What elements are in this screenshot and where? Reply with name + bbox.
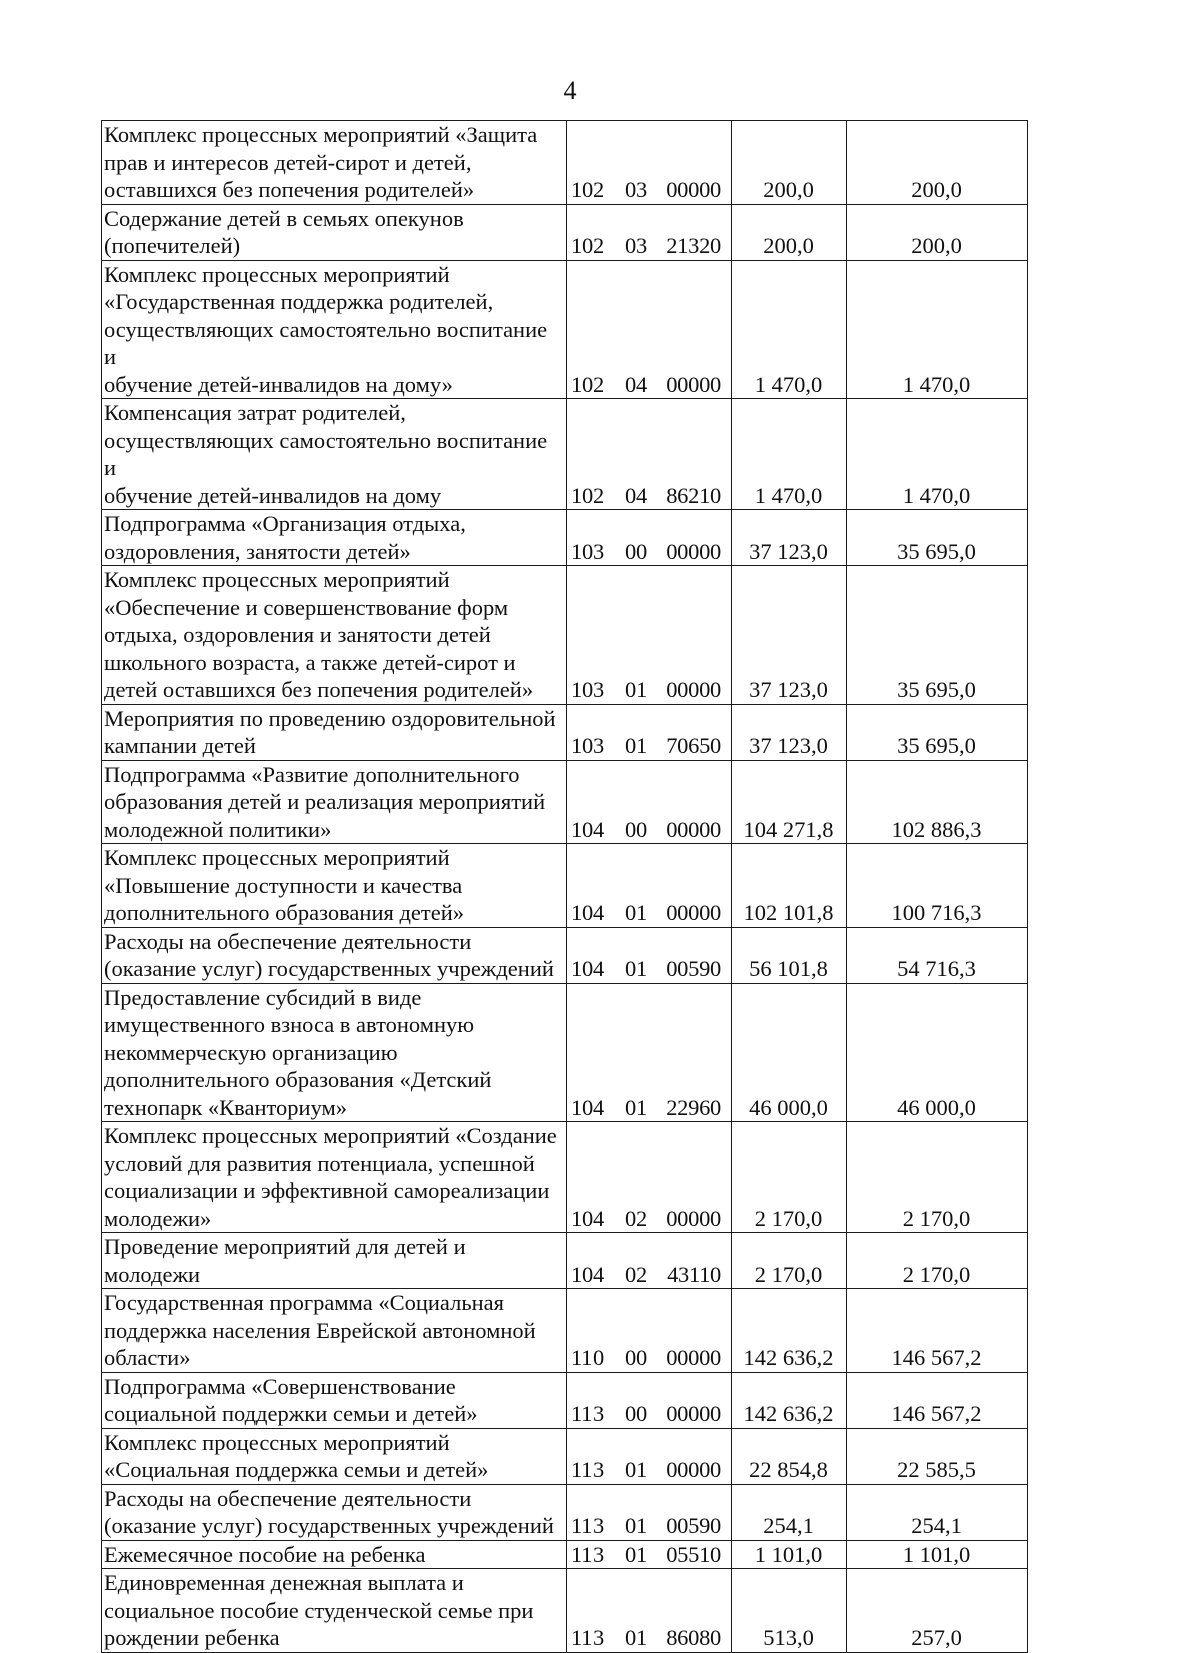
row-name-line: оставшихся без попечения родителей» xyxy=(104,177,475,202)
row-code-cell xyxy=(567,1569,732,1653)
table-row xyxy=(102,566,1028,705)
row-name-line: Ежемесячное пособие на ребенка xyxy=(104,1541,426,1567)
row-name-line: Комплекс процессных мероприятий xyxy=(104,845,450,870)
code-direction: 00000 xyxy=(666,1457,721,1482)
row-amount-year-1: 200,0 xyxy=(732,121,847,205)
row-name-line: некоммерческую организацию xyxy=(104,1039,398,1065)
row-amount-year-1: 254,1 xyxy=(732,1484,847,1540)
code-main-event: 04 xyxy=(625,482,647,508)
table-row xyxy=(102,1289,1028,1373)
row-name-line: осуществляющих самостоятельно воспитание и xyxy=(104,316,548,369)
row-name-line: Подпрограмма «Организация отдыха, xyxy=(104,511,466,536)
code-program: 11 xyxy=(571,1513,593,1538)
row-name-line: Комплекс процессных мероприятий «Защита xyxy=(104,122,538,147)
row-code-cell xyxy=(567,1122,732,1233)
row-name-line: Комплекс процессных мероприятий xyxy=(104,261,450,287)
code-program: 10 xyxy=(571,233,593,258)
row-name-line: технопарк «Кванториум» xyxy=(104,1094,348,1120)
code-subprogram: 2 xyxy=(593,371,604,397)
code-direction: 00000 xyxy=(666,371,721,397)
row-name-cell xyxy=(102,204,567,260)
row-name-line: области» xyxy=(104,1345,191,1370)
row-code-cell xyxy=(567,1372,732,1428)
code-direction: 22960 xyxy=(666,1094,721,1120)
code-program: 10 xyxy=(571,1261,593,1287)
budget-table xyxy=(101,120,1028,1653)
code-program: 11 xyxy=(571,1541,593,1567)
code-subprogram: 3 xyxy=(593,1625,604,1650)
row-name-line: поддержка населения Еврейской автономной xyxy=(104,1317,536,1343)
code-subprogram: 4 xyxy=(593,1205,604,1231)
row-amount-year-2: 35 695,0 xyxy=(847,566,1028,705)
table-row xyxy=(102,1484,1028,1540)
code-subprogram: 3 xyxy=(593,538,604,564)
row-name-line: Мероприятия по проведению оздоровительной xyxy=(104,705,556,731)
code-main-event: 04 xyxy=(625,371,647,397)
code-main-event: 01 xyxy=(625,1625,647,1650)
row-amount-year-2: 102 886,3 xyxy=(847,760,1028,844)
row-amount-year-1: 37 123,0 xyxy=(732,566,847,705)
row-name-line: Содержание детей в семьях опекунов xyxy=(104,205,464,231)
row-code-cell xyxy=(567,844,732,928)
code-subprogram: 3 xyxy=(593,1401,604,1426)
row-name-line: (оказание услуг) государственных учреждений xyxy=(104,956,554,981)
table-row xyxy=(102,1569,1028,1653)
row-name-line: дополнительного образования детей» xyxy=(104,900,464,925)
row-amount-year-1: 102 101,8 xyxy=(732,844,847,928)
code-program: 10 xyxy=(571,677,593,702)
row-amount-year-1: 56 101,8 xyxy=(732,927,847,983)
code-direction: 70650 xyxy=(666,733,721,758)
row-name-line: Государственная программа «Социальная xyxy=(104,1290,504,1315)
code-subprogram: 4 xyxy=(593,956,604,981)
row-amount-year-2: 146 567,2 xyxy=(847,1289,1028,1373)
code-direction: 21320 xyxy=(666,233,721,258)
code-program: 10 xyxy=(571,816,593,842)
table-row xyxy=(102,510,1028,566)
row-name-line: имущественного взноса в автономную xyxy=(104,1012,475,1037)
row-name-line: Комплекс процессных мероприятий xyxy=(104,567,450,592)
row-amount-year-1: 142 636,2 xyxy=(732,1372,847,1428)
row-code-cell xyxy=(567,566,732,705)
code-main-event: 00 xyxy=(625,1345,647,1370)
code-program: 10 xyxy=(571,482,593,508)
row-name-line: образования детей и реализация мероприятий xyxy=(104,789,546,814)
row-amount-year-1: 2 170,0 xyxy=(732,1233,847,1289)
code-subprogram: 4 xyxy=(593,816,604,842)
row-name-cell xyxy=(102,1233,567,1289)
row-code-cell xyxy=(567,1233,732,1289)
row-name-line: социальное пособие студенческой семье при xyxy=(104,1597,534,1623)
row-amount-year-2: 100 716,3 xyxy=(847,844,1028,928)
code-main-event: 00 xyxy=(625,816,647,842)
code-direction: 00590 xyxy=(666,1513,721,1538)
code-program: 10 xyxy=(571,177,593,202)
code-subprogram: 0 xyxy=(593,1345,604,1370)
row-amount-year-2: 2 170,0 xyxy=(847,1122,1028,1233)
row-amount-year-2: 1 101,0 xyxy=(847,1540,1028,1569)
code-subprogram: 4 xyxy=(593,1261,604,1287)
code-main-event: 01 xyxy=(625,1541,647,1567)
code-subprogram: 2 xyxy=(593,233,604,258)
row-amount-year-1: 2 170,0 xyxy=(732,1122,847,1233)
row-name-cell xyxy=(102,1484,567,1540)
row-name-cell xyxy=(102,260,567,399)
code-program: 11 xyxy=(571,1457,593,1482)
row-code-cell xyxy=(567,983,732,1122)
code-main-event: 01 xyxy=(625,900,647,925)
code-main-event: 02 xyxy=(625,1261,647,1287)
row-amount-year-2: 2 170,0 xyxy=(847,1233,1028,1289)
row-name-line: кампании детей xyxy=(104,733,256,758)
row-name-cell xyxy=(102,1122,567,1233)
row-code-cell xyxy=(567,927,732,983)
table-row xyxy=(102,260,1028,399)
code-direction: 00000 xyxy=(666,538,721,564)
row-amount-year-1: 1 470,0 xyxy=(732,260,847,399)
code-main-event: 01 xyxy=(625,956,647,981)
row-name-line: молодежи» xyxy=(104,1205,212,1231)
row-name-line: Комплекс процессных мероприятий «Создание xyxy=(104,1123,557,1148)
code-subprogram: 2 xyxy=(593,177,604,202)
row-name-cell xyxy=(102,510,567,566)
code-subprogram: 2 xyxy=(593,482,604,508)
row-amount-year-2: 46 000,0 xyxy=(847,983,1028,1122)
code-subprogram: 3 xyxy=(593,677,604,702)
code-subprogram: 3 xyxy=(593,1513,604,1538)
row-name-line: оздоровления, занятости детей» xyxy=(104,538,411,564)
code-direction: 00000 xyxy=(666,900,721,925)
code-program: 11 xyxy=(571,1625,593,1650)
row-name-line: Подпрограмма «Развитие дополнительного xyxy=(104,761,520,787)
row-amount-year-2: 35 695,0 xyxy=(847,704,1028,760)
row-amount-year-1: 22 854,8 xyxy=(732,1428,847,1484)
code-direction: 00000 xyxy=(666,816,721,842)
row-name-line: обучение детей-инвалидов на дому xyxy=(104,482,442,508)
code-main-event: 01 xyxy=(625,1457,647,1482)
row-name-line: обучение детей-инвалидов на дому» xyxy=(104,371,453,397)
code-program: 10 xyxy=(571,1205,593,1231)
code-direction: 05510 xyxy=(666,1541,721,1567)
row-code-cell xyxy=(567,260,732,399)
code-program: 11 xyxy=(571,1401,593,1426)
row-name-line: детей оставшихся без попечения родителей» xyxy=(104,677,534,702)
row-name-line: Предоставление субсидий в виде xyxy=(104,984,422,1010)
code-main-event: 03 xyxy=(625,233,647,258)
code-main-event: 00 xyxy=(625,538,647,564)
row-amount-year-1: 37 123,0 xyxy=(732,510,847,566)
code-direction: 00000 xyxy=(666,1205,721,1231)
row-name-line: отдыха, оздоровления и занятости детей xyxy=(104,622,491,647)
row-name-cell xyxy=(102,704,567,760)
table-row xyxy=(102,204,1028,260)
budget-table-body xyxy=(102,121,1028,1653)
row-name-line: прав и интересов детей-сирот и детей, xyxy=(104,149,472,175)
code-direction: 00000 xyxy=(666,677,721,702)
code-program: 10 xyxy=(571,1094,593,1120)
row-name-cell xyxy=(102,1372,567,1428)
row-name-cell xyxy=(102,927,567,983)
row-name-line: «Обеспечение и совершенствование форм xyxy=(104,594,509,620)
code-subprogram: 3 xyxy=(593,1457,604,1482)
code-main-event: 02 xyxy=(625,1205,647,1231)
row-name-line: Расходы на обеспечение деятельности xyxy=(104,1485,472,1511)
row-name-line: дополнительного образования «Детский xyxy=(104,1067,492,1092)
table-row xyxy=(102,927,1028,983)
row-name-line: социализации и эффективной самореализации xyxy=(104,1178,550,1203)
code-direction: 86080 xyxy=(666,1625,721,1650)
code-main-event: 01 xyxy=(625,1513,647,1538)
row-name-line: Подпрограмма «Совершенствование xyxy=(104,1373,456,1399)
row-name-line: Комплекс процессных мероприятий xyxy=(104,1429,450,1455)
row-amount-year-2: 1 470,0 xyxy=(847,260,1028,399)
row-name-line: рождении ребенка xyxy=(104,1625,280,1650)
table-row xyxy=(102,844,1028,928)
row-name-line: условий для развития потенциала, успешной xyxy=(104,1150,535,1176)
code-program: 10 xyxy=(571,371,593,397)
table-row xyxy=(102,1122,1028,1233)
code-program: 10 xyxy=(571,733,593,758)
code-direction: 00000 xyxy=(666,1401,721,1426)
code-direction: 00000 xyxy=(666,177,721,202)
row-code-cell xyxy=(567,204,732,260)
row-code-cell xyxy=(567,121,732,205)
row-name-cell xyxy=(102,1540,567,1569)
row-name-cell xyxy=(102,844,567,928)
row-name-line: молодежной политики» xyxy=(104,816,332,842)
row-name-line: школьного возраста, а также детей-сирот и xyxy=(104,649,516,675)
row-name-line: «Повышение доступности и качества xyxy=(104,872,463,898)
row-amount-year-2: 200,0 xyxy=(847,121,1028,205)
row-amount-year-2: 54 716,3 xyxy=(847,927,1028,983)
table-row xyxy=(102,1233,1028,1289)
row-amount-year-1: 142 636,2 xyxy=(732,1289,847,1373)
code-subprogram: 4 xyxy=(593,900,604,925)
row-amount-year-1: 1 470,0 xyxy=(732,399,847,510)
row-name-line: Компенсация затрат родителей, xyxy=(104,400,406,425)
table-row xyxy=(102,760,1028,844)
row-amount-year-2: 200,0 xyxy=(847,204,1028,260)
table-row xyxy=(102,704,1028,760)
row-amount-year-1: 104 271,8 xyxy=(732,760,847,844)
table-row xyxy=(102,1540,1028,1569)
code-subprogram: 3 xyxy=(593,733,604,758)
row-amount-year-2: 257,0 xyxy=(847,1569,1028,1653)
row-code-cell xyxy=(567,1428,732,1484)
code-main-event: 00 xyxy=(625,1401,647,1426)
code-program: 11 xyxy=(571,1345,593,1370)
code-program: 10 xyxy=(571,538,593,564)
row-code-cell xyxy=(567,510,732,566)
row-name-cell xyxy=(102,983,567,1122)
row-code-cell xyxy=(567,760,732,844)
row-code-cell xyxy=(567,399,732,510)
row-amount-year-2: 22 585,5 xyxy=(847,1428,1028,1484)
row-code-cell xyxy=(567,1540,732,1569)
page-number: 4 xyxy=(563,76,577,105)
code-main-event: 01 xyxy=(625,1094,647,1120)
row-name-line: осуществляющих самостоятельно воспитание и xyxy=(104,427,548,480)
code-direction: 43110 xyxy=(667,1261,721,1287)
row-name-line: Проведение мероприятий для детей и молодежи xyxy=(104,1234,466,1287)
code-subprogram: 4 xyxy=(593,1094,604,1120)
row-amount-year-2: 35 695,0 xyxy=(847,510,1028,566)
row-amount-year-1: 37 123,0 xyxy=(732,704,847,760)
row-amount-year-1: 200,0 xyxy=(732,204,847,260)
row-amount-year-2: 146 567,2 xyxy=(847,1372,1028,1428)
row-name-line: «Государственная поддержка родителей, xyxy=(104,289,494,314)
row-code-cell xyxy=(567,704,732,760)
code-program: 10 xyxy=(571,900,593,925)
table-row xyxy=(102,399,1028,510)
code-program: 10 xyxy=(571,956,593,981)
row-code-cell xyxy=(567,1484,732,1540)
row-name-line: социальной поддержки семьи и детей» xyxy=(104,1401,478,1426)
code-main-event: 01 xyxy=(625,733,647,758)
row-amount-year-1: 1 101,0 xyxy=(732,1540,847,1569)
row-name-cell xyxy=(102,1289,567,1373)
code-main-event: 01 xyxy=(625,677,647,702)
row-name-line: (попечителей) xyxy=(104,233,241,258)
row-amount-year-2: 254,1 xyxy=(847,1484,1028,1540)
table-row xyxy=(102,121,1028,205)
row-name-line: (оказание услуг) государственных учреждений xyxy=(104,1513,554,1538)
row-amount-year-1: 46 000,0 xyxy=(732,983,847,1122)
row-code-cell xyxy=(567,1289,732,1373)
row-name-cell xyxy=(102,121,567,205)
code-direction: 00000 xyxy=(666,1345,721,1370)
code-direction: 86210 xyxy=(666,482,721,508)
table-row xyxy=(102,1428,1028,1484)
row-amount-year-2: 1 470,0 xyxy=(847,399,1028,510)
table-row xyxy=(102,983,1028,1122)
code-main-event: 03 xyxy=(625,177,647,202)
row-name-cell xyxy=(102,1428,567,1484)
row-name-line: «Социальная поддержка семьи и детей» xyxy=(104,1457,489,1482)
code-direction: 00590 xyxy=(666,956,721,981)
row-name-line: Единовременная денежная выплата и xyxy=(104,1570,464,1595)
row-name-cell xyxy=(102,399,567,510)
row-name-cell xyxy=(102,760,567,844)
row-name-cell xyxy=(102,566,567,705)
row-name-cell xyxy=(102,1569,567,1653)
row-name-line: Расходы на обеспечение деятельности xyxy=(104,928,472,954)
table-row xyxy=(102,1372,1028,1428)
code-subprogram: 3 xyxy=(593,1541,604,1567)
row-amount-year-1: 513,0 xyxy=(732,1569,847,1653)
